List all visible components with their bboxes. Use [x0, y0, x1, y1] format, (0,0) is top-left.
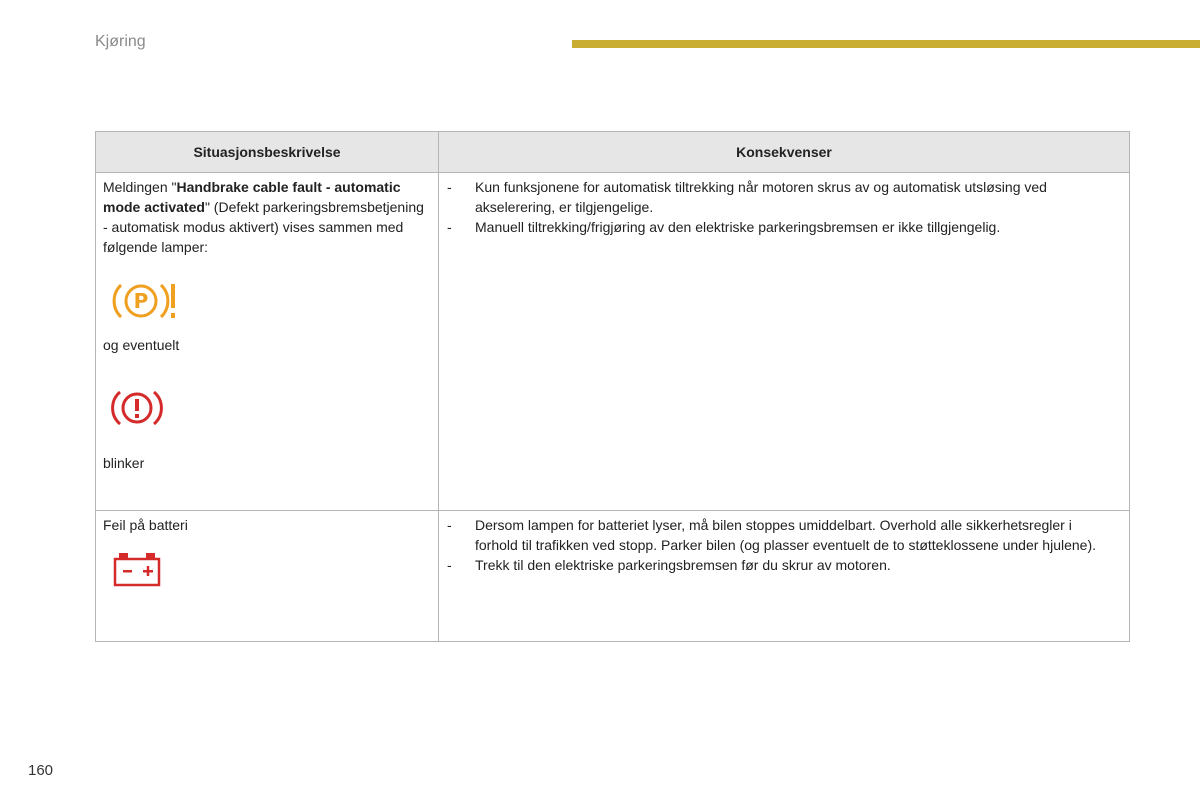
desc-text-post: " (Defekt parkeringsbremsbetjening - automatisk modus aktivert) vises sammen med følgende lamper: — [103, 199, 424, 255]
table-row — [96, 173, 1130, 511]
consequence-item: - Manuell tiltrekking/frigjøring av den elektriske parkeringsbremsen er ikke tillgjengelig. — [447, 217, 1115, 237]
battery-icon — [113, 553, 165, 589]
parking-brake-fault-icon — [111, 281, 181, 321]
situation-description — [103, 177, 430, 257]
desc-message-bold: Handbrake cable fault - automatic mode activated — [103, 179, 401, 215]
consequence-item: - Kun funksjonene for automatisk tiltrekking når motoren skrus av og automatisk utsløsing ved akselerering, er tilgjengelige. — [447, 177, 1115, 217]
situation-cell — [96, 173, 439, 511]
consequences-list — [447, 515, 1115, 575]
table-row — [96, 511, 1130, 642]
table-header-row — [96, 132, 1130, 173]
situation-cell — [96, 511, 439, 642]
situation-description: Feil på batteri — [103, 517, 188, 533]
page-number: 160 — [28, 762, 54, 779]
consequence-item: - Trekk til den elektriske parkeringsbremsen før du skrur av motoren. — [447, 555, 1115, 575]
section-title: Kjøring — [95, 33, 146, 50]
consequences-cell — [439, 173, 1130, 511]
text-and-optionally: og eventuelt — [103, 337, 180, 353]
consequences-list — [447, 177, 1115, 237]
header-accent-bar — [572, 40, 1200, 48]
desc-text-pre: Meldingen " — [103, 179, 177, 195]
svg-text:P: P — [133, 289, 149, 313]
text-flashing: blinker — [103, 455, 145, 471]
column-header-consequences: Konsekvenser — [439, 132, 1130, 173]
warning-table — [95, 131, 1130, 642]
column-header-situation: Situasjonsbeskrivelse — [96, 132, 439, 173]
consequence-item: - Dersom lampen for batteriet lyser, må bilen stoppes umiddelbart. Overhold alle sikkerhetsregler i forhold til trafikken ved stopp. Parker bilen (og plasser eventuelt de to støtteklossene under hjulene). — [447, 515, 1115, 555]
consequences-cell — [439, 511, 1130, 642]
brake-warning-icon — [111, 387, 163, 429]
